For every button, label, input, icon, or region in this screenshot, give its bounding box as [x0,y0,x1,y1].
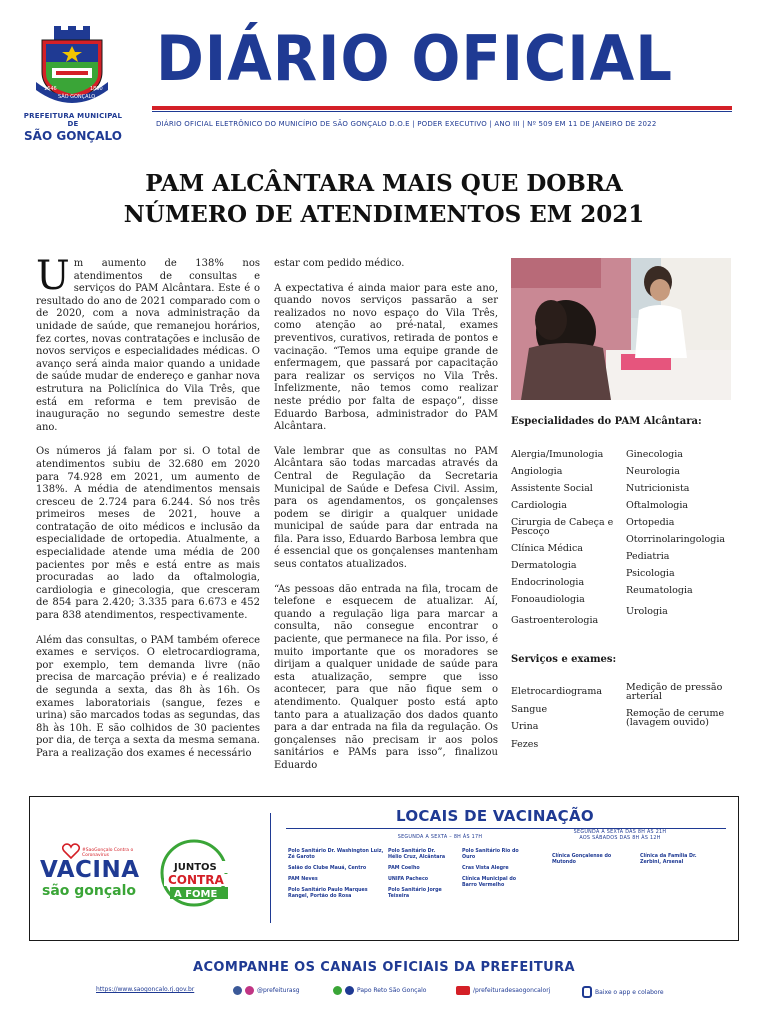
schedule-extended-line-1: SEGUNDA A SEXTA DAS 8H ÀS 21H [573,830,667,835]
specialties-list-right [626,446,736,620]
vaccination-location: Polo Sanitário Dr. Hélio Cruz, Alcântara [388,849,446,860]
facebook-icon [233,986,242,995]
specialty-item: Gastroenterologia [511,615,599,626]
app-download-text: Baixe o app e colabore [595,988,664,996]
vaccination-location: Polo Sanitário Jorge Teixeira [388,888,442,899]
social-handle-text: @prefeiturasg [257,987,300,994]
service-item: Fezes [511,738,539,750]
vaccination-location: Clínica Gonçalense do Mutondo [552,854,612,865]
vacina-logo-sub: são gonçalo [42,883,137,899]
vaccination-location: PAM Coelho [388,866,420,871]
specialty-item: Assistente Social [511,483,593,494]
article-paragraph-4: estar com pedido médico. [274,258,405,269]
svg-text:JUNTOS: JUNTOS [174,862,217,873]
instagram-icon [245,986,254,995]
masthead-rule-red [152,106,732,110]
specialty-item: Ginecologia [626,449,683,460]
specialty-item: Reumatologia [626,585,693,596]
specialty-item: Ortopedia [626,517,675,528]
article-paragraph-5: A expectativa é ainda maior para este ano, quando novos serviços passarão a ser realizados no novo espaço do Vila Três, como atenção ao pré-natal, exames preventivos, curativos, retirada de pontos e vacinação. “Temos uma equipe grande de enfermagem, que passará por capacitação para realizar os serviços no Vila Três. Infelizmente, não temos como realizar neste prédio por falta de espaço”, disse Eduardo Barbosa, administrador do PAM Alcântara. [274,282,498,433]
vaccination-locations-col-4 [552,854,622,871]
article-photo [511,258,731,400]
juntos-contra-a-fome-logo [156,837,240,909]
article-paragraph-1 [36,253,260,434]
specialty-item: Psicologia [626,568,675,579]
vaccination-locations-col-3 [462,849,526,894]
vaccination-locations-col-5 [640,854,710,871]
service-item: Sangue [511,703,548,715]
schedule-extended-line-2: AOS SÁBADOS DAS 8H ÀS 12H [579,836,661,841]
specialty-item: Neurologia [626,466,680,477]
vaccination-location: Polo Sanitário Rio do Ouro [462,849,519,860]
article-paragraph-7: “As pessoas dão entrada na fila, trocam de telefone e esquecem de atualizar. Aí, quando a regulação liga para marcar a consulta, não consegue encontrar o paciente, que permanece na fila. Por isso, é muito importante que os moradores se dirijam a qualquer unidade de saúde para esta atualização, sempre que isso acontecer, para que não fique sem o atendimento. Qualquer posto está apto tanto para a atualização dos dados quanto para a dar entrada na fila da regulação. Os gonçalenses não precisam ir aos polos sanitários e PAMs para isso”, finalizou Eduardo [274,583,498,771]
youtube-icon [456,986,470,995]
specialty-item: Alergia/Imunologia [511,449,604,460]
specialty-item: Oftalmologia [626,500,689,511]
specialty-item: Cirurgia de Cabeça e Pescoço [511,517,614,537]
papo-reto-link[interactable] [333,986,426,995]
service-item: Eletrocardiograma [511,686,602,697]
crest-caption [18,112,128,143]
masthead-title: DIÁRIO OFICIAL [156,22,673,95]
specialty-item: Fonoaudiologia [511,594,585,605]
svg-text:CONTRA: CONTRA [168,873,224,887]
service-item: Urina [511,721,539,732]
crest-caption-city: SÃO GONÇALO [24,129,122,143]
website-link[interactable]: https://www.saogoncalo.rj.gov.br [96,986,195,993]
vaccination-location: Clínica Municipal do Barro Vermelho [462,877,517,888]
specialty-item: Otorrinolaringologia [626,534,726,545]
crest-caption-top: PREFEITURA MUNICIPAL DE [23,112,123,128]
schedule-extended [560,830,680,842]
vacina-logo-word: VACINA [40,857,140,883]
article-paragraph-3: Além das consultas, o PAM também oferece exames e serviços. O eletrocardiograma, por exemplo, tem demanda livre (não precisa de marcação prévia) e é realizado de segunda a sexta, das 8h às 16h. Os exames laboratoriais (sangue, fezes e urina) são marcados todas as segundas, das 8h às 10h. E são colhidos de 30 pacientes por dia, de terça a sexta da mesma semana. Para a realização dos exames é necessário [36,634,260,759]
svg-text:1646: 1646 [44,86,57,92]
specialty-item: Angiologia [511,466,563,477]
specialty-item: Urologia [626,606,668,617]
article-headline [0,168,768,230]
whatsapp-icon [333,986,342,995]
city-crest-logo [34,24,110,106]
vaccination-location: Salão do Clube Mauá, Centro [288,866,367,871]
svg-text:A FOME: A FOME [174,889,218,900]
vaccination-location: UNIFA Pacheco [388,877,429,882]
headline-line-2: NÚMERO DE ATENDIMENTOS EM 2021 [123,201,645,228]
specialty-item: Nutricionista [626,483,690,494]
chat-icon [345,986,354,995]
masthead-subtitle: DIÁRIO OFICIAL ELETRÔNICO DO MUNICÍPIO DE SÃO GONÇALO D.O.E | PODER EXECUTIVO | ANO III | Nº 509 EM 11 DE JANEIRO DE 2022 [156,120,657,128]
vaccination-location: Clínica da Família Dr. Zerbini, Arsenal [640,854,697,865]
headline-line-1: PAM ALCÂNTARA MAIS QUE DOBRA [145,170,623,197]
article-paragraph-2: Os números já falam por si. O total de atendimentos subiu de 32.680 em 2020 para 74.928 em 2021, um aumento de 138%. A média de atendimentos mensais cresceu de 2.724 para 6.244. Só nos três primeiros meses de 2021, houve a contratação de oito médicos e inclusão da especialidade de ortopedia. Atualmente, a especialidade atende uma média de 200 pacientes por mês e está entre as mais procuradas ao lado da oftalmologia, cardiologia e ginecologia, que cresceram de 854 para 2.420; 3.335 para 6.673 e 452 para 838 atendimentos, respectivamente. [36,446,260,622]
app-download-link[interactable] [582,986,664,998]
paragraph-1-text: m aumento de 138% nos atendimentos de consultas e serviços do PAM Alcântara. Este é o resultado do ano de 2021 comparado com o de 2020, com a nova administração da unidade de saúde, que remanejou horários, fez cortes, novas contratações e inclusão de novos serviços e especialidades médicas. O avanço será ainda maior quando a unidade de saúde mudar de endereço e ganhar nova estrutura na Policlínica do Vila Três, que está em reforma e tem previsão de inauguração no segundo semestre deste ano. [36,258,260,433]
footer-title: ACOMPANHE OS CANAIS OFICIAIS DA PREFEITURA [193,960,575,975]
service-item: Remoção de cerume (lavagem ouvido) [626,708,725,728]
svg-text:1890: 1890 [90,86,103,92]
schedule-weekdays: SEGUNDA A SEXTA – 8H ÀS 17H [397,835,483,840]
youtube-link[interactable] [456,986,550,995]
vaccination-locations-col-2 [388,849,448,905]
drop-cap: U [36,253,70,299]
social-handle-link[interactable] [233,986,300,995]
specialty-item: Dermatologia [511,560,577,571]
youtube-text: /prefeituradesaogoncalorj [473,987,551,994]
specialty-item: Endocrinologia [511,577,585,588]
svg-text:SÃO GONÇALO: SÃO GONÇALO [58,94,96,100]
specialties-title: Especialidades do PAM Alcântara: [511,416,702,427]
specialties-list-left [511,446,621,629]
app-icon [582,986,592,998]
vacina-sao-goncalo-logo [40,843,148,903]
specialty-item: Cardiologia [511,500,567,511]
vaccination-location: PAM Neves [288,877,318,882]
service-item: Medição de pressão arterial [626,682,723,702]
services-title: Serviços e exames: [511,654,617,665]
papo-reto-text: Papo Reto São Gonçalo [357,987,427,994]
services-list-right [626,683,740,735]
vaccination-title: LOCAIS DE VACINAÇÃO [396,807,594,825]
article-column-2 [274,258,498,785]
vaccination-location: Cras Vista Alegre [462,866,509,871]
vaccination-location: Polo Sanitário Paulo Marques Rangel, Portão do Rosa [288,888,368,899]
crown-icon [54,26,90,40]
vaccination-locations-col-1 [288,849,384,905]
vaccination-location: Polo Sanitário Dr. Washington Luiz, Zé Garoto [288,849,384,860]
article-column-1 [36,253,260,773]
vacina-logo-tag: #SaoGonçalo Contra o Coronavírus [82,848,134,858]
article-paragraph-6: Vale lembrar que as consultas no PAM Alcântara são todas marcadas através da Central de Regulação da Secretaria Municipal de Saúde e Defesa Civil. Assim, para os agendamentos, os gonçalenses podem se dirigir a qualquer unidade municipal de saúde para dar entrada na fila. Para isso, Eduardo Barbosa lembra que é essencial que os gonçalenses mantenham seus contatos atualizados. [274,445,498,571]
specialty-item: Clínica Médica [511,543,583,554]
masthead-rule-blue [152,111,732,112]
specialty-item: Pediatria [626,551,670,562]
services-list-left [511,683,602,753]
vaccination-divider [270,813,271,923]
vaccination-box [29,796,739,941]
vaccination-rule [286,828,726,829]
